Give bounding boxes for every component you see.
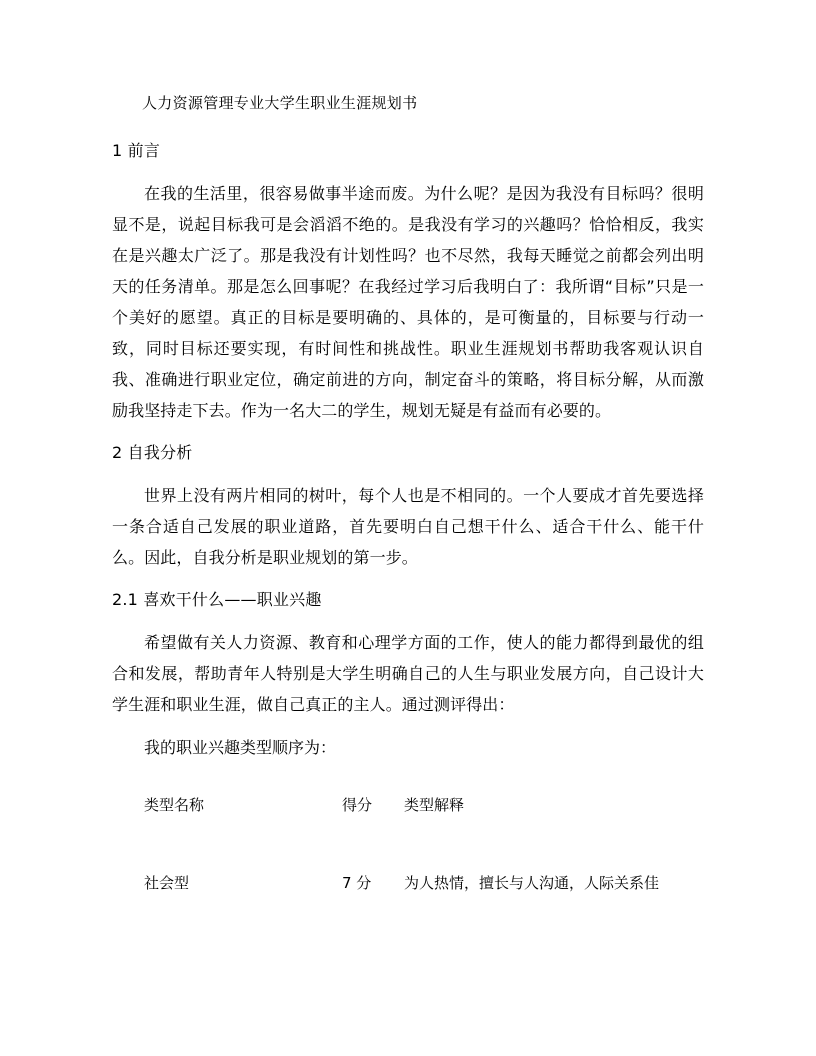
table-cell-type-name: 社会型	[144, 874, 190, 892]
subsection-heading-interest: 2.1 喜欢干什么——职业兴趣	[112, 590, 322, 609]
section-paragraph-preface: 在我的生活里，很容易做事半途而废。为什么呢？是因为我没有目标吗？很明显不是，说起目标我可是会滔滔不绝的。是我没有学习的兴趣吗？恰恰相反，我实在是兴趣太广泛了。那是我没有计划性吗？也不尽然，我每天睡觉之前都会列出明天的任务清单。那是怎么回事呢？在我经过学习后我明白了：我所谓“目标”只是一个美好的愿望。真正的目标是要明确的、具体的，是可衡量的，目标要与行动一致，同时目标还要实现，有时间性和挑战性。职业生涯规划书帮助我客观认识自我、准确进行职业定位，确定前进的方向，制定奋斗的策略，将目标分解，从而激励我坚持走下去。作为一名大二的学生，规划无疑是有益而有必要的。	[112, 184, 704, 420]
page-title: 人力资源管理专业大学生职业生涯规划书	[142, 94, 418, 112]
table-cell-explanation: 为人热情，擅长与人沟通，人际关系佳	[404, 874, 660, 892]
subsection-lead-in: 我的职业兴趣类型顺序为：	[144, 738, 337, 757]
table-header-explanation: 类型解释	[404, 796, 465, 814]
table-header-type-name: 类型名称	[144, 796, 205, 814]
table-header-score: 得分	[342, 796, 373, 814]
table-header-row	[112, 791, 704, 869]
section-paragraph-self-analysis: 世界上没有两片相同的树叶，每个人也是不相同的。一个人要成才首先要选择一条合适自己发展的职业道路，首先要明白自己想干什么、适合干什么、能干什么。因此，自我分析是职业规划的第一步。	[112, 486, 704, 567]
subsection-paragraph-interest: 希望做有关人力资源、教育和心理学方面的工作，使人的能力都得到最优的组合和发展，帮助青年人特别是大学生明确自己的人生与职业发展方向，自己设计大学生涯和职业生涯，做自己真正的主人。通过测评得出：	[112, 633, 704, 714]
section-heading-self-analysis: 2 自我分析	[112, 443, 193, 462]
interest-type-table	[112, 791, 704, 947]
section-heading-preface: 1 前言	[112, 141, 161, 160]
table-row	[112, 869, 704, 947]
table-cell-score: 7 分	[342, 874, 372, 892]
